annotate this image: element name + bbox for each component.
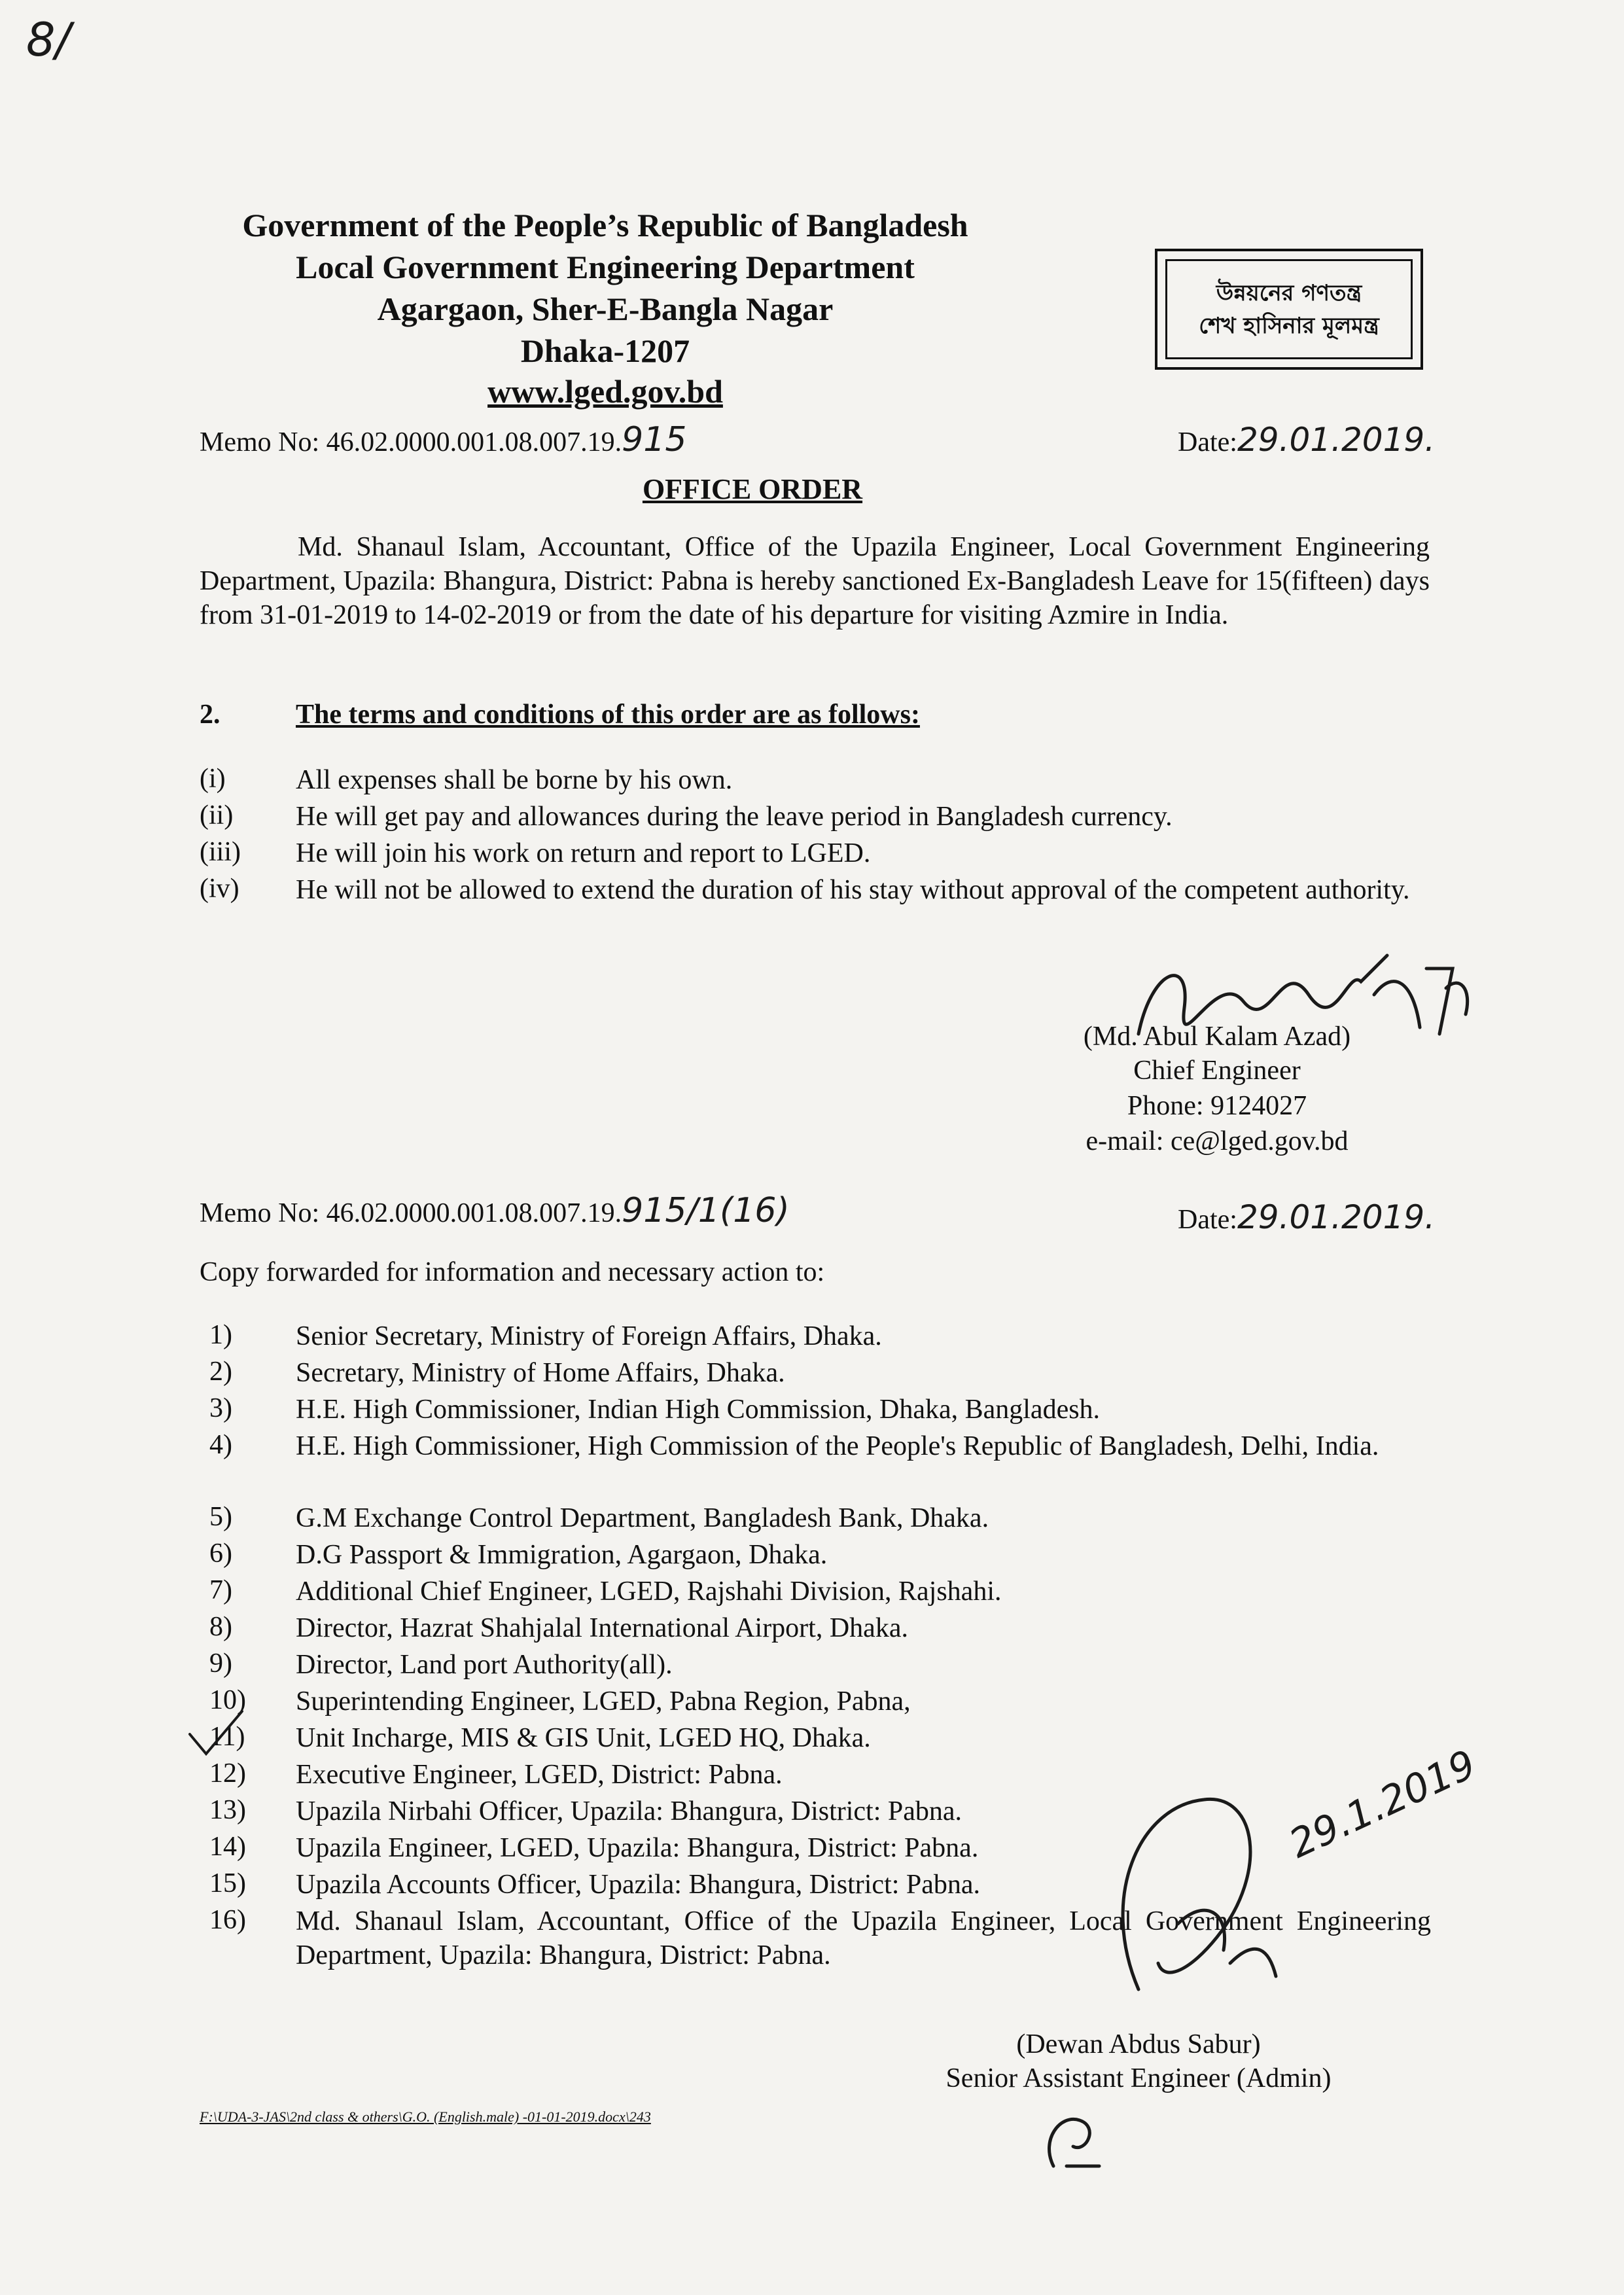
copy-number: 9) [209, 1648, 232, 1679]
signatory-1-phone: Phone: 9124027 [1127, 1091, 1307, 1121]
header-government: Government of the People’s Republic of Bangladesh [242, 207, 968, 243]
copy-recipient: Senior Secretary, Ministry of Foreign Affairs, Dhaka. [296, 1321, 882, 1351]
copy-intro: Copy forwarded for information and necessary action to: [200, 1257, 825, 1287]
header-address: Agargaon, Sher-E-Bangla Nagar [377, 291, 834, 327]
copy-recipient: H.E. High Commissioner, Indian High Commission, Dhaka, Bangladesh. [296, 1395, 1101, 1425]
signatory-2-designation: Senior Assistant Engineer (Admin) [945, 2063, 1332, 2093]
copy-number: 3) [209, 1393, 232, 1423]
memo-2-date [1178, 1200, 1435, 1237]
term-number: (iii) [200, 837, 241, 867]
memo-2 [200, 1191, 790, 1230]
signatory-2-name: (Dewan Abdus Sabur) [1016, 2029, 1261, 2059]
memo-2-handwritten-number: 915/1(16) [622, 1191, 790, 1230]
copy-number: 7) [209, 1575, 232, 1605]
memo-1-date [1178, 423, 1435, 459]
memo-2-handwritten-date: 29.01.2019. [1237, 1198, 1436, 1236]
header-city: Dhaka-1207 [520, 332, 690, 369]
term-number: (iv) [200, 874, 239, 904]
copy-number: 10) [209, 1685, 246, 1715]
copy-recipient: Upazila Accounts Officer, Upazila: Bhangura, District: Pabna. [296, 1870, 981, 1900]
memo-1-handwritten-date: 29.01.2019. [1237, 421, 1436, 459]
signatory-1-name: (Md. Abul Kalam Azad) [1083, 1022, 1351, 1052]
memo-1-label: Memo No: 46.02.0000.001.08.007.19. [200, 427, 622, 457]
header-department: Local Government Engineering Department [296, 249, 915, 285]
copy-number: 15) [209, 1868, 246, 1898]
signatory-1-designation: Chief Engineer [1133, 1056, 1301, 1086]
memo-2-date-label: Date: [1178, 1205, 1237, 1235]
copy-number: 16) [209, 1905, 246, 1935]
copy-recipient: Upazila Nirbahi Officer, Upazila: Bhangura, District: Pabna. [296, 1796, 962, 1826]
copy-recipient: D.G Passport & Immigration, Agargaon, Dhaka. [296, 1540, 828, 1570]
copy-recipient: G.M Exchange Control Department, Bangladesh Bank, Dhaka. [296, 1503, 989, 1533]
tick-mark [186, 1708, 245, 1760]
stamp-line-1: উন্নয়নের গণতন্ত্র [1216, 279, 1362, 306]
copy-recipient: Director, Land port Authority(all). [296, 1650, 673, 1680]
copy-number: 13) [209, 1795, 246, 1825]
copy-recipient: Executive Engineer, LGED, District: Pabna. [296, 1760, 783, 1790]
term-number: (i) [200, 764, 226, 794]
admin-signature [1060, 1767, 1505, 2016]
terms-number: 2. [200, 700, 221, 730]
header-website: www.lged.gov.bd [487, 373, 723, 410]
file-path-footer: F:\UDA-3-JAS\2nd class & others\G.O. (English.male) -01-01-2019.docx\243 [200, 2108, 651, 2125]
copy-recipient: Upazila Engineer, LGED, Upazila: Bhangura, District: Pabna. [296, 1833, 979, 1863]
memo-1-date-label: Date: [1178, 427, 1237, 457]
memo-2-label: Memo No: 46.02.0000.001.08.007.19. [200, 1198, 622, 1228]
copy-number: 4) [209, 1430, 232, 1460]
signatory-1-email: e-mail: ce@lged.gov.bd [1086, 1126, 1349, 1156]
term-text: He will get pay and allowances during the leave period in Bangladesh currency. [296, 802, 1173, 832]
initials-mark [1034, 2101, 1112, 2173]
copy-recipient: Md. Shanaul Islam, Accountant, Office of the Upazila Engineer, Local Government Engineering Department, Upazila: Bhangura, District: Pabna. [296, 1906, 1431, 1970]
copy-number: 1) [209, 1320, 232, 1350]
term-number: (ii) [200, 800, 234, 830]
copy-recipient: Additional Chief Engineer, LGED, Rajshahi Division, Rajshahi. [296, 1576, 1002, 1607]
copy-number: 2) [209, 1357, 232, 1387]
copy-number: 8) [209, 1612, 232, 1642]
memo-1 [200, 420, 687, 459]
copy-number: 14) [209, 1832, 246, 1862]
copy-recipient: Unit Incharge, MIS & GIS Unit, LGED HQ, Dhaka. [296, 1723, 871, 1753]
memo-1-handwritten-number: 915 [622, 420, 687, 459]
term-text: He will not be allowed to extend the duration of his stay without approval of the competent authority. [296, 875, 1410, 905]
slogan-stamp [1155, 249, 1423, 370]
office-order-title: OFFICE ORDER [642, 473, 863, 505]
term-text: All expenses shall be borne by his own. [296, 765, 733, 795]
copy-number: 11) [209, 1722, 245, 1752]
order-paragraph: Md. Shanaul Islam, Accountant, Office of the Upazila Engineer, Local Government Engineering Department, Upazila: Bhangura, District: Pabna is hereby sanctioned Ex-Bangladesh Leave for 15(fifteen) days from 31-01-2019 to 14-02-2019 or from the date of his departure for visiting Azmire in India. [200, 532, 1430, 630]
copy-recipient: Secretary, Ministry of Home Affairs, Dhaka. [296, 1358, 785, 1388]
copy-number: 6) [209, 1539, 232, 1569]
terms-heading: The terms and conditions of this order are as follows: [296, 700, 920, 730]
copy-number: 12) [209, 1758, 246, 1788]
copy-recipient: H.E. High Commissioner, High Commission of the People's Republic of Bangladesh, Delhi, India. [296, 1431, 1379, 1461]
copy-recipient: Superintending Engineer, LGED, Pabna Region, Pabna, [296, 1686, 911, 1717]
admin-handwritten-date: 29.1.2019 [1282, 1741, 1483, 1868]
copy-number: 5) [209, 1502, 232, 1532]
term-text: He will join his work on return and report to LGED. [296, 838, 871, 868]
stamp-line-2: শেখ হাসিনার মূলমন্ত্র [1199, 312, 1379, 339]
copy-recipient: Director, Hazrat Shahjalal International Airport, Dhaka. [296, 1613, 908, 1643]
corner-handwritten-mark: 8/ [26, 13, 71, 67]
